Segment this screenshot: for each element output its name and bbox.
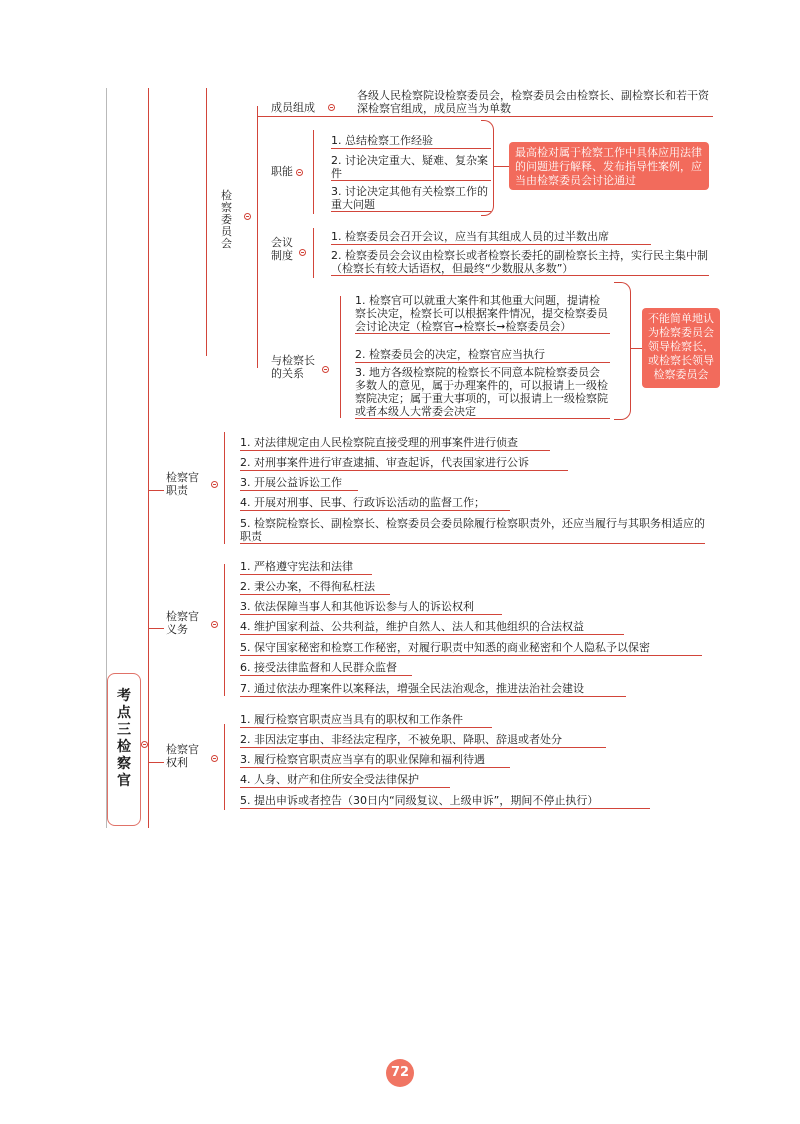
relation-item-1: 1. 检察官可以就重大案件和其他重大问题，提请检察长决定，检察长可以根据案件情况，提交检察委员会讨论决定（检察官➞检察长➞检察委员会）	[355, 294, 608, 333]
functions-label: 职能	[271, 165, 293, 178]
rights-item-1: 1. 履行检察官职责应当具有的职权和工作条件	[240, 713, 492, 728]
rights-item-3: 3. 履行检察官职责应当享有的职业保障和福利待遇	[240, 753, 510, 768]
duties-item-1: 1. 对法律规定由人民检察院直接受理的刑事案件进行侦查	[240, 436, 550, 451]
rights-collapse-icon[interactable]	[211, 755, 218, 762]
committee-children-line	[257, 106, 258, 368]
meeting-item-2: 2. 检察委员会会议由检察长或者检察长委托的副检察长主持，实行民主集中制（检察长有较大话语权，但最终“少数服从多数”）	[331, 249, 708, 275]
meeting-label: 会议制度	[271, 236, 293, 262]
rights-item-5: 5. 提出申诉或者控告（30日内“同级复议、上级申诉”，期间不停止执行）	[240, 794, 650, 809]
rights-connector	[148, 762, 164, 763]
obligation-item-5: 5. 保守国家秘密和检察工作秘密，对履行职责中知悉的商业秘密和个人隐私予以保密	[240, 641, 702, 656]
obligation-item-7: 7. 通过依法办理案件以案释法，增强全民法治观念，推进法治社会建设	[240, 682, 626, 697]
obligation-item-6: 6. 接受法律监督和人民群众监督	[240, 661, 412, 676]
rights-children-line	[224, 724, 225, 810]
functions-brace	[481, 120, 494, 216]
function-item-3: 3. 讨论决定其他有关检察工作的重大问题	[331, 185, 491, 212]
rights-label: 检察官权利	[166, 743, 199, 769]
duties-children-line	[224, 432, 225, 544]
functions-note-callout: 最高检对属于检察工作中具体应用法律的问题进行解释、发布指导性案例，应当由检察委员会讨论通过	[509, 142, 709, 190]
members-branch-line	[257, 116, 713, 117]
relation-children-line	[340, 296, 341, 418]
members-collapse-icon[interactable]	[328, 104, 335, 111]
relation-item-3: 3. 地方各级检察院的检察长不同意本院检察委员会多数人的意见，属于办理案件的，可以报请上一级检察院决定；属于重大事项的，可以报请上一级检察院或者本级人大常委会决定	[355, 366, 608, 418]
page-number-badge: 72	[386, 1059, 414, 1087]
obligations-collapse-icon[interactable]	[211, 621, 218, 628]
functions-collapse-icon[interactable]	[296, 169, 303, 176]
duties-connector	[148, 490, 164, 491]
members-text: 各级人民检察院设检察委员会，检察委员会由检察长、副检察长和若干资深检察官组成，成员应当为单数	[357, 89, 709, 115]
duties-item-3: 3. 开展公益诉讼工作	[240, 476, 358, 491]
main-topic-label: 考点三 检察官	[117, 688, 131, 789]
committee-collapse-icon[interactable]	[244, 213, 251, 220]
function-item-2: 2. 讨论决定重大、疑难、复杂案件	[331, 154, 491, 181]
function-item-1: 1. 总结检察工作经验	[331, 134, 491, 149]
relation-brace	[614, 282, 631, 420]
committee-label: 检察委员会	[221, 189, 232, 250]
rights-item-4: 4. 人身、财产和住所安全受法律保护	[240, 773, 450, 788]
functions-children-line	[313, 130, 314, 214]
relation-item-2: 2. 检察委员会的决定，检察官应当执行	[355, 348, 610, 363]
obligations-connector	[148, 628, 164, 629]
duties-item-2: 2. 对刑事案件进行审查逮捕、审查起诉，代表国家进行公诉	[240, 456, 568, 471]
meeting-children-line	[313, 228, 314, 278]
duties-item-4: 4. 开展对刑事、民事、行政诉讼活动的监督工作；	[240, 496, 510, 511]
meeting-collapse-icon[interactable]	[299, 249, 306, 256]
main-topic-box	[107, 673, 141, 826]
main-spine-line	[148, 88, 149, 828]
duties-label: 检察官职责	[166, 471, 199, 497]
relation-label: 与检察长的关系	[271, 354, 315, 380]
obligation-item-1: 1. 严格遵守宪法和法律	[240, 560, 372, 575]
main-topic-collapse-icon[interactable]	[141, 741, 148, 748]
members-label: 成员组成	[271, 101, 315, 114]
committee-connector	[206, 88, 207, 356]
duties-item-5: 5. 检察院检察长、副检察长、检察委员会委员除履行检察职责外，还应当履行与其职务相适应的职责	[240, 517, 705, 543]
obligations-label: 检察官义务	[166, 610, 199, 636]
functions-note-connector	[493, 166, 509, 167]
obligations-children-line	[224, 564, 225, 696]
relation-note-connector	[630, 348, 642, 349]
rights-item-2: 2. 非因法定事由、非经法定程序，不被免职、降职、辞退或者处分	[240, 733, 606, 748]
meeting-item-1: 1. 检察委员会召开会议，应当有其组成人员的过半数出席	[331, 230, 651, 245]
duties-collapse-icon[interactable]	[211, 481, 218, 488]
relation-note-callout: 不能简单地认为检察委员会领导检察长，或检察长领导检察委员会	[642, 308, 720, 388]
relation-collapse-icon[interactable]	[322, 366, 329, 373]
obligation-item-4: 4. 维护国家利益、公共利益，维护自然人、法人和其他组织的合法权益	[240, 620, 624, 635]
obligation-item-3: 3. 依法保障当事人和其他诉讼参与人的诉讼权利	[240, 600, 502, 615]
obligation-item-2: 2. 秉公办案，不得徇私枉法	[240, 580, 390, 595]
